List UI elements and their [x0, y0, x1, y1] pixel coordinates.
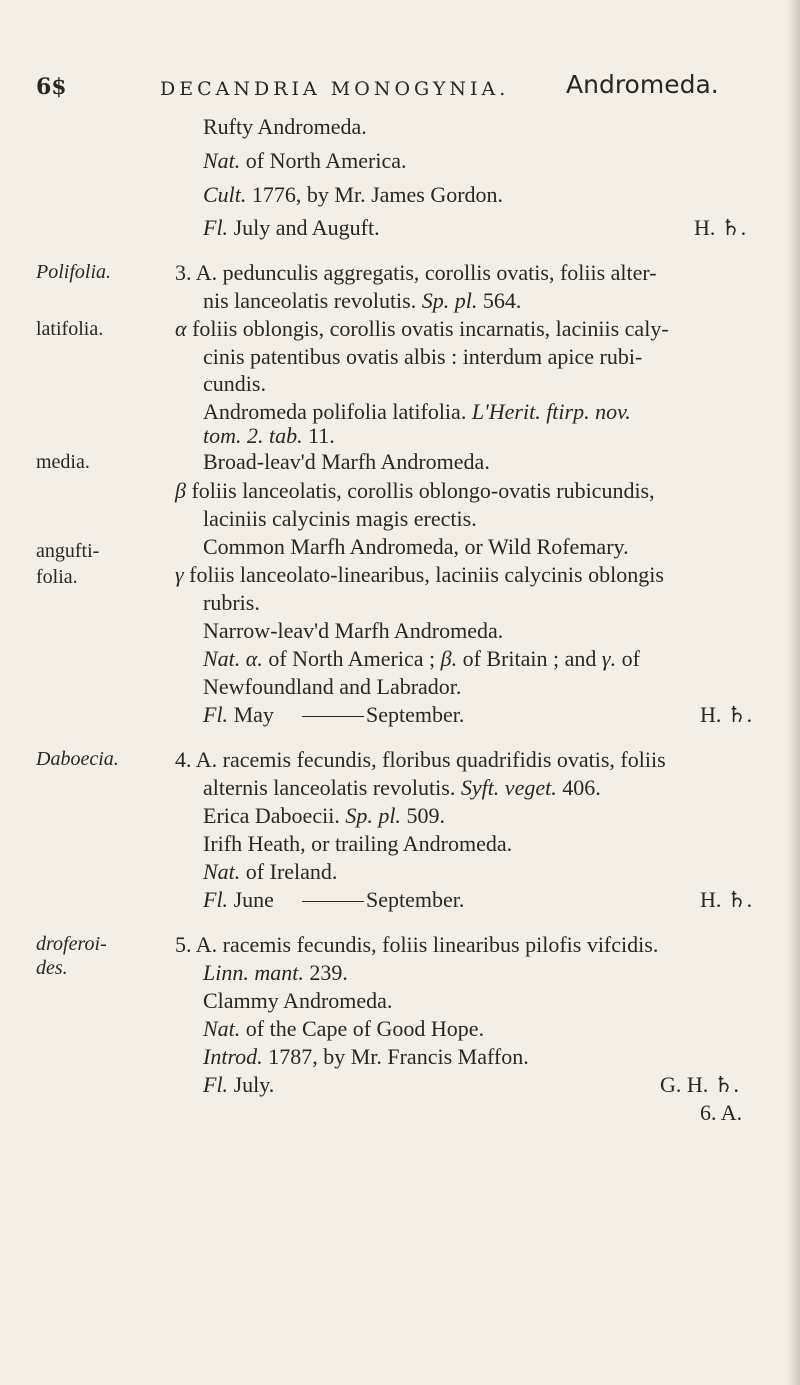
flowering-line: Fl. July. [203, 1072, 275, 1097]
synonym-line: Andromeda polifolia latifolia. L'Herit. ftirp. nov. [203, 399, 631, 424]
common-name: Rufty Andromeda. [203, 114, 367, 139]
species-diagnosis-line: 3. A. pedunculis aggregatis, corollis ovatis, foliis alter- [175, 260, 657, 285]
flowering-line: Fl. June [203, 887, 274, 912]
variety-line: rubris. [203, 590, 260, 615]
introduced-line: Introd. 1787, by Mr. Francis Maffon. [203, 1044, 529, 1069]
variety-line: laciniis calycinis magis erectis. [203, 506, 477, 531]
variety-line: β foliis lanceolatis, corollis oblongo-ovatis rubicundis, [175, 478, 655, 503]
flowering-line: Fl. May [203, 702, 274, 727]
common-name: Clammy Andromeda. [203, 988, 393, 1013]
common-name: Narrow-leav'd Marfh Andromeda. [203, 618, 504, 643]
variety-line: γ foliis lanceolato-linearibus, laciniis calycinis oblongis [175, 562, 664, 587]
margin-variety-alpha: latifolia. [36, 318, 104, 340]
catchword: 6. A. [700, 1100, 743, 1125]
species-diagnosis-line: alternis lanceolatis revolutis. Syft. veget. 406. [203, 775, 601, 800]
synonym-line: tom. 2. tab. 11. [203, 423, 335, 448]
species-diagnosis-line: 5. A. racemis fecundis, foliis linearibus pilofis vifcidis. [175, 932, 659, 957]
native-line: Nat. of the Cape of Good Hope. [203, 1016, 485, 1041]
variety-line: cinis patentibus ovatis albis : interdum apice rubi- [203, 344, 643, 369]
hardiness-mark: H. ♄. [700, 702, 753, 727]
native-line: Nat. α. of North America ; β. of Britain ; and γ. of [203, 646, 640, 671]
variety-line: cundis. [203, 371, 266, 396]
synonym-line: Erica Daboecii. Sp. pl. 509. [203, 803, 445, 828]
page-edge [786, 0, 800, 1385]
common-name: Common Marfh Andromeda, or Wild Rofemary. [203, 534, 629, 559]
hardiness-mark: G. H. ♄. [660, 1072, 739, 1097]
margin-species-name: Daboecia. [36, 748, 119, 770]
margin-variety-beta: media. [36, 451, 90, 473]
running-head-genus: Andromeda. [566, 70, 719, 99]
margin-variety-gamma-1: angufti- [36, 540, 100, 562]
variety-line: α foliis oblongis, corollis ovatis incarnatis, laciniis caly- [175, 316, 669, 341]
flowering-line-end: September. [366, 887, 465, 912]
common-name: Irifh Heath, or trailing Andromeda. [203, 831, 513, 856]
cultivated-line: Cult. 1776, by Mr. James Gordon. [203, 182, 504, 207]
flowering-line-end: September. [366, 702, 465, 727]
page-number: 6$ [36, 74, 67, 100]
species-diagnosis-line: 4. A. racemis fecundis, floribus quadrifidis ovatis, foliis [175, 747, 666, 772]
species-diagnosis-line: nis lanceolatis revolutis. Sp. pl. 564. [203, 288, 522, 313]
margin-variety-gamma-2: folia. [36, 566, 78, 588]
reference-line: Linn. mant. 239. [203, 960, 348, 985]
dash-rule [302, 716, 364, 717]
margin-species-name-1: droferoi- [36, 933, 107, 955]
dash-rule [302, 901, 364, 902]
running-head-section: DECANDRIA MONOGYNIA. [160, 78, 510, 100]
native-line: Newfoundland and Labrador. [203, 674, 462, 699]
native-line: Nat. of North America. [203, 148, 407, 173]
flowering-line: Fl. July and Auguft. [203, 215, 380, 240]
hardiness-mark: H. ♄. [694, 215, 747, 240]
native-line: Nat. of Ireland. [203, 859, 338, 884]
margin-species-name-2: des. [36, 957, 68, 979]
hardiness-mark: H. ♄. [700, 887, 753, 912]
margin-species-name: Polifolia. [36, 261, 111, 283]
common-name: Broad-leav'd Marfh Andromeda. [203, 449, 490, 474]
